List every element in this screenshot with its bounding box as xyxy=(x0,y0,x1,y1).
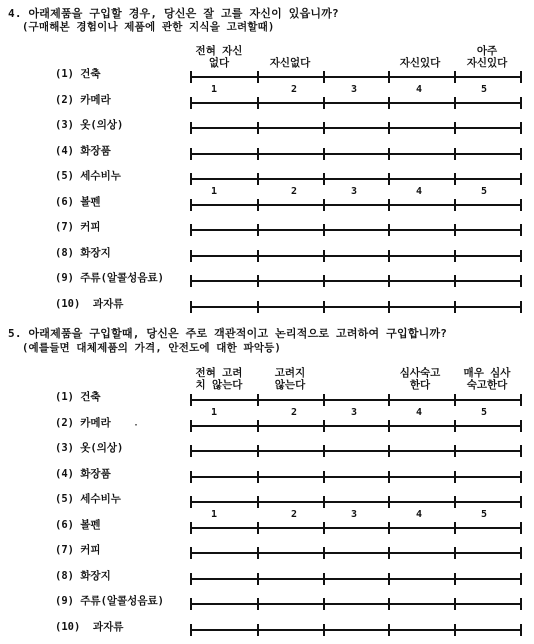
scale-tick-2[interactable] xyxy=(257,97,259,109)
scale-tick-1[interactable] xyxy=(190,496,192,508)
scale-tick-5[interactable] xyxy=(454,275,456,287)
scale-tick-3[interactable] xyxy=(323,301,325,313)
scale-tick-4[interactable] xyxy=(388,224,390,236)
question-4-rating-scale[interactable] xyxy=(190,275,522,287)
question-4-rating-scale[interactable] xyxy=(190,71,522,83)
question-4-rating-scale[interactable] xyxy=(190,173,522,185)
scale-tick-1[interactable] xyxy=(190,547,192,559)
scale-tick-1[interactable] xyxy=(190,471,192,483)
scale-tick-2[interactable] xyxy=(257,71,259,83)
scale-tick-6[interactable] xyxy=(520,173,522,185)
question-4-scale-number-4: 4 xyxy=(415,186,423,197)
scale-tick-3[interactable] xyxy=(323,624,325,636)
scale-tick-6[interactable] xyxy=(520,471,522,483)
scale-tick-4[interactable] xyxy=(388,122,390,134)
question-5-item-label: (9) 주류(알콜성음료) xyxy=(55,595,164,607)
scale-tick-2[interactable] xyxy=(257,496,259,508)
question-5-scale-number-1: 1 xyxy=(210,509,218,520)
scale-tick-2[interactable] xyxy=(257,394,259,406)
question-5-item-label: (8) 화장지 xyxy=(55,569,111,582)
scale-tick-1[interactable] xyxy=(190,522,192,534)
scale-tick-2[interactable] xyxy=(257,301,259,313)
question-5-scale-number-1: 1 xyxy=(210,407,218,418)
question-4-scale-label-1: 전혀 자신 없다 xyxy=(195,45,243,69)
scale-tick-5[interactable] xyxy=(454,445,456,457)
scale-tick-4[interactable] xyxy=(388,275,390,287)
scale-tick-6[interactable] xyxy=(520,275,522,287)
scale-tick-2[interactable] xyxy=(257,598,259,610)
question-5-title: 5. 아래제품을 구입할때, 당신은 주로 객관적이고 논리적으로 고려하여 구입합니까? xyxy=(8,327,448,340)
scale-tick-1[interactable] xyxy=(190,598,192,610)
scale-tick-5[interactable] xyxy=(454,573,456,585)
scale-tick-3[interactable] xyxy=(323,275,325,287)
scale-line xyxy=(190,306,522,308)
question-4-scale-number-2: 2 xyxy=(290,84,298,95)
question-4-scale-number-3: 3 xyxy=(350,84,358,95)
scale-line xyxy=(190,76,522,78)
question-5-item-label: (10) 과자류 xyxy=(55,620,124,633)
question-5-rating-scale[interactable] xyxy=(190,445,522,457)
scale-tick-6[interactable] xyxy=(520,496,522,508)
scale-tick-4[interactable] xyxy=(388,97,390,109)
scale-tick-3[interactable] xyxy=(323,173,325,185)
scale-tick-3[interactable] xyxy=(323,199,325,211)
scale-tick-5[interactable] xyxy=(454,598,456,610)
scale-tick-5[interactable] xyxy=(454,301,456,313)
scale-line xyxy=(190,501,522,503)
scale-line xyxy=(190,229,522,231)
question-4-rating-scale[interactable] xyxy=(190,250,522,262)
scale-tick-1[interactable] xyxy=(190,445,192,457)
scale-tick-6[interactable] xyxy=(520,301,522,313)
scale-tick-2[interactable] xyxy=(257,547,259,559)
question-4-scale-number-3: 3 xyxy=(350,186,358,197)
scale-tick-6[interactable] xyxy=(520,97,522,109)
question-4-title: 4. 아래제품을 구입할 경우, 당신은 잘 고를 자신이 있읍니까? xyxy=(8,7,339,20)
question-4-item-label: (7) 커피 xyxy=(55,221,101,233)
scale-tick-6[interactable] xyxy=(520,224,522,236)
question-4-rating-scale[interactable] xyxy=(190,301,522,313)
question-5-rating-scale[interactable] xyxy=(190,547,522,559)
scale-tick-5[interactable] xyxy=(454,173,456,185)
scale-tick-6[interactable] xyxy=(520,71,522,83)
scale-tick-3[interactable] xyxy=(323,97,325,109)
scale-tick-5[interactable] xyxy=(454,97,456,109)
scale-tick-3[interactable] xyxy=(323,224,325,236)
question-4-rating-scale[interactable] xyxy=(190,224,522,236)
scale-tick-3[interactable] xyxy=(323,598,325,610)
question-4-scale-label-5: 아주 자신있다 xyxy=(466,45,508,69)
scale-tick-6[interactable] xyxy=(520,624,522,636)
scale-tick-1[interactable] xyxy=(190,71,192,83)
scale-tick-6[interactable] xyxy=(520,250,522,262)
scale-tick-4[interactable] xyxy=(388,471,390,483)
question-5-scale-number-2: 2 xyxy=(290,509,298,520)
scale-tick-5[interactable] xyxy=(454,522,456,534)
question-5-item-label: (2) 카메라 xyxy=(55,416,111,429)
scale-tick-4[interactable] xyxy=(388,71,390,83)
scale-tick-5[interactable] xyxy=(454,122,456,134)
scale-tick-4[interactable] xyxy=(388,624,390,636)
question-4-scale-number-5: 5 xyxy=(480,186,488,197)
scale-line xyxy=(190,153,522,155)
scale-tick-2[interactable] xyxy=(257,420,259,432)
scale-tick-1[interactable] xyxy=(190,199,192,211)
question-5-scale-number-5: 5 xyxy=(480,509,488,520)
question-4-subtitle: (구매해본 경험이나 제품에 관한 지식을 고려할때) xyxy=(22,21,275,33)
scale-tick-1[interactable] xyxy=(190,301,192,313)
scale-tick-5[interactable] xyxy=(454,199,456,211)
scale-tick-6[interactable] xyxy=(520,573,522,585)
scale-tick-1[interactable] xyxy=(190,394,192,406)
scale-tick-3[interactable] xyxy=(323,250,325,262)
scale-tick-3[interactable] xyxy=(323,122,325,134)
scale-tick-5[interactable] xyxy=(454,394,456,406)
question-5-rating-scale[interactable] xyxy=(190,394,522,406)
scale-tick-3[interactable] xyxy=(323,573,325,585)
question-5-item-label: (6) 볼펜 xyxy=(55,518,101,531)
question-4-scale-number-5: 5 xyxy=(480,84,488,95)
scale-tick-5[interactable] xyxy=(454,471,456,483)
scale-line xyxy=(190,178,522,180)
scale-tick-2[interactable] xyxy=(257,573,259,585)
scale-tick-5[interactable] xyxy=(454,420,456,432)
question-4-rating-scale[interactable] xyxy=(190,97,522,109)
scale-tick-1[interactable] xyxy=(190,250,192,262)
scale-tick-4[interactable] xyxy=(388,173,390,185)
scale-tick-1[interactable] xyxy=(190,420,192,432)
scale-tick-4[interactable] xyxy=(388,394,390,406)
scale-tick-2[interactable] xyxy=(257,522,259,534)
scale-line xyxy=(190,629,522,631)
scale-tick-2[interactable] xyxy=(257,122,259,134)
scale-line xyxy=(190,399,522,401)
question-5-scale-label-5: 매우 심사 숙고한다 xyxy=(463,367,511,391)
question-5-rating-scale[interactable] xyxy=(190,496,522,508)
scale-tick-6[interactable] xyxy=(520,148,522,160)
scale-tick-4[interactable] xyxy=(388,148,390,160)
question-5-item-label: (1) 건축 xyxy=(55,391,101,403)
scale-line xyxy=(190,527,522,529)
question-5-item-label: (7) 커피 xyxy=(55,544,101,556)
question-5-scale-number-2: 2 xyxy=(290,407,298,418)
scale-tick-4[interactable] xyxy=(388,199,390,211)
question-5-item-label: (5) 세수비누 xyxy=(55,493,121,505)
scale-tick-6[interactable] xyxy=(520,199,522,211)
scale-tick-1[interactable] xyxy=(190,148,192,160)
question-4-rating-scale[interactable] xyxy=(190,122,522,134)
question-5-scale-number-5: 5 xyxy=(480,407,488,418)
question-4-rating-scale[interactable] xyxy=(190,199,522,211)
scale-tick-2[interactable] xyxy=(257,624,259,636)
scale-line xyxy=(190,425,522,427)
scale-tick-5[interactable] xyxy=(454,148,456,160)
question-4-item-label: (3) 옷(의상) xyxy=(55,119,124,131)
scale-tick-3[interactable] xyxy=(323,71,325,83)
question-4-rating-scale[interactable] xyxy=(190,148,522,160)
question-5-rating-scale[interactable] xyxy=(190,522,522,534)
question-5-scale-number-4: 4 xyxy=(415,407,423,418)
scale-line xyxy=(190,255,522,257)
question-5-item-label: (4) 화장품 xyxy=(55,467,111,480)
scale-tick-3[interactable] xyxy=(323,394,325,406)
scale-tick-4[interactable] xyxy=(388,445,390,457)
scale-line xyxy=(190,280,522,282)
scale-tick-4[interactable] xyxy=(388,573,390,585)
question-4-item-label: (8) 화장지 xyxy=(55,246,111,259)
scale-tick-2[interactable] xyxy=(257,148,259,160)
scale-tick-4[interactable] xyxy=(388,598,390,610)
scale-line xyxy=(190,476,522,478)
question-5-scale-number-3: 3 xyxy=(350,509,358,520)
question-4-item-label: (10) 과자류 xyxy=(55,297,124,310)
scale-tick-2[interactable] xyxy=(257,445,259,457)
question-5-rating-scale[interactable] xyxy=(190,624,522,636)
scale-tick-5[interactable] xyxy=(454,71,456,83)
scale-tick-4[interactable] xyxy=(388,420,390,432)
question-5-scale-label-4: 심사숙고 한다 xyxy=(399,367,441,391)
scale-line xyxy=(190,603,522,605)
scale-tick-3[interactable] xyxy=(323,522,325,534)
question-4-scale-label-2: 자신없다 xyxy=(269,57,311,69)
question-4-item-label: (9) 주류(알콜성음료) xyxy=(55,272,164,284)
scale-line xyxy=(190,102,522,104)
question-4-scale-number-1: 1 xyxy=(210,84,218,95)
scale-line xyxy=(190,127,522,129)
question-5-scale-label-1: 전혀 고려 치 않는다 xyxy=(195,367,243,391)
question-5-subtitle: (예를들면 대체제품의 가격, 안전도에 대한 파악등) xyxy=(22,342,282,354)
scale-tick-3[interactable] xyxy=(323,471,325,483)
scale-tick-3[interactable] xyxy=(323,445,325,457)
scale-tick-2[interactable] xyxy=(257,275,259,287)
scale-tick-3[interactable] xyxy=(323,148,325,160)
question-4-item-label: (6) 볼펜 xyxy=(55,195,101,208)
scale-tick-2[interactable] xyxy=(257,224,259,236)
scale-tick-5[interactable] xyxy=(454,250,456,262)
question-4-item-label: (4) 화장품 xyxy=(55,144,111,157)
scale-tick-2[interactable] xyxy=(257,471,259,483)
question-4-item-label: (1) 건축 xyxy=(55,68,101,80)
question-4-scale-label-4: 자신있다 xyxy=(399,57,441,69)
scale-tick-3[interactable] xyxy=(323,420,325,432)
question-5-scale-label-2: 고려지 않는다 xyxy=(274,367,306,391)
scale-tick-4[interactable] xyxy=(388,522,390,534)
question-5-scale-number-3: 3 xyxy=(350,407,358,418)
scale-tick-6[interactable] xyxy=(520,445,522,457)
scale-tick-4[interactable] xyxy=(388,250,390,262)
scale-line xyxy=(190,204,522,206)
scale-tick-6[interactable] xyxy=(520,547,522,559)
scale-tick-6[interactable] xyxy=(520,598,522,610)
scale-tick-1[interactable] xyxy=(190,224,192,236)
scale-tick-1[interactable] xyxy=(190,173,192,185)
question-5-item-label: (3) 옷(의상) xyxy=(55,442,124,454)
scale-tick-5[interactable] xyxy=(454,496,456,508)
scale-tick-6[interactable] xyxy=(520,522,522,534)
scale-tick-3[interactable] xyxy=(323,547,325,559)
scale-tick-3[interactable] xyxy=(323,496,325,508)
stray-mark: · xyxy=(133,420,140,431)
scale-tick-4[interactable] xyxy=(388,301,390,313)
question-5-scale-number-4: 4 xyxy=(415,509,423,520)
question-5-rating-scale[interactable] xyxy=(190,598,522,610)
question-4-item-label: (2) 카메라 xyxy=(55,93,111,106)
scale-tick-6[interactable] xyxy=(520,122,522,134)
question-4-item-label: (5) 세수비누 xyxy=(55,170,121,182)
question-4-scale-number-1: 1 xyxy=(210,186,218,197)
scale-line xyxy=(190,552,522,554)
question-5-rating-scale[interactable] xyxy=(190,420,522,432)
scale-tick-5[interactable] xyxy=(454,624,456,636)
scale-tick-6[interactable] xyxy=(520,420,522,432)
scale-tick-2[interactable] xyxy=(257,199,259,211)
scale-line xyxy=(190,450,522,452)
scale-tick-4[interactable] xyxy=(388,496,390,508)
scale-tick-2[interactable] xyxy=(257,173,259,185)
question-5-rating-scale[interactable] xyxy=(190,471,522,483)
question-4-scale-number-2: 2 xyxy=(290,186,298,197)
scale-tick-1[interactable] xyxy=(190,624,192,636)
scale-line xyxy=(190,578,522,580)
scale-tick-1[interactable] xyxy=(190,122,192,134)
scale-tick-5[interactable] xyxy=(454,547,456,559)
scale-tick-2[interactable] xyxy=(257,250,259,262)
scale-tick-1[interactable] xyxy=(190,573,192,585)
question-5-rating-scale[interactable] xyxy=(190,573,522,585)
scale-tick-4[interactable] xyxy=(388,547,390,559)
scale-tick-1[interactable] xyxy=(190,275,192,287)
scale-tick-6[interactable] xyxy=(520,394,522,406)
question-4-scale-number-4: 4 xyxy=(415,84,423,95)
scale-tick-1[interactable] xyxy=(190,97,192,109)
scale-tick-5[interactable] xyxy=(454,224,456,236)
